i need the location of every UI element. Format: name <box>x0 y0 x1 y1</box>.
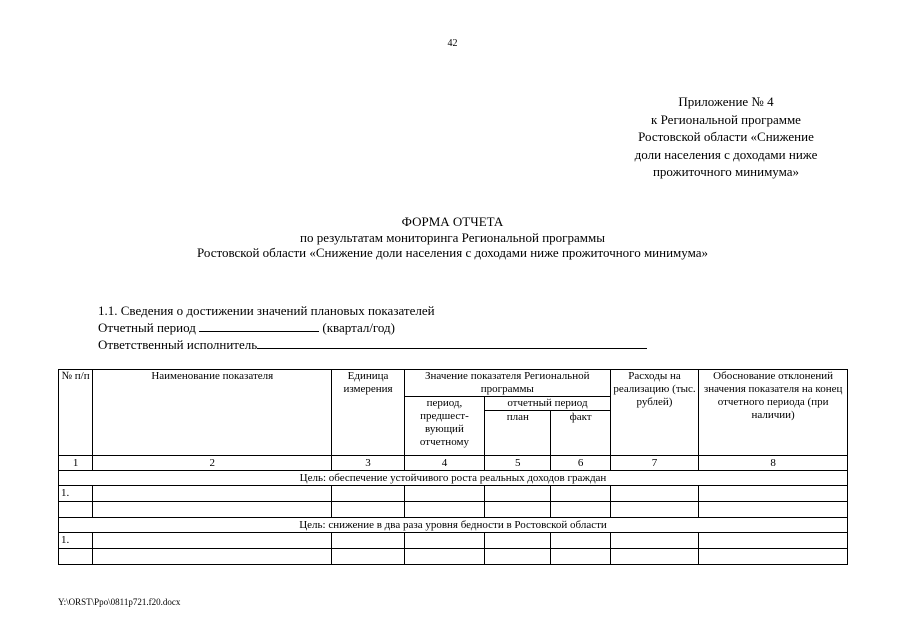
column-number-cell: 7 <box>610 456 698 471</box>
table-cell[interactable] <box>332 486 404 502</box>
report-meta <box>98 302 798 353</box>
header-cell-number: № п/п <box>59 370 93 456</box>
table-cell[interactable] <box>93 533 332 549</box>
header-cell-fact: факт <box>551 411 610 456</box>
table-cell[interactable] <box>59 549 93 565</box>
table-cell[interactable] <box>485 486 551 502</box>
appendix-line: прожиточного минимума» <box>652 164 800 179</box>
executor-line <box>98 336 798 353</box>
row-number-cell: 1. <box>59 486 93 502</box>
executor-blank[interactable] <box>257 337 647 349</box>
table-cell[interactable] <box>551 502 610 518</box>
header-cell-plan: план <box>485 411 551 456</box>
period-line <box>98 319 798 336</box>
table-row <box>59 533 848 549</box>
table-cell[interactable] <box>93 502 332 518</box>
goal-cell: Цель: снижение в два раза уровня бедности в Ростовской области <box>59 518 848 533</box>
table-row <box>59 549 848 565</box>
table-cell[interactable] <box>404 549 484 565</box>
table-cell[interactable] <box>551 486 610 502</box>
table-cell[interactable] <box>551 533 610 549</box>
column-number-row <box>59 456 848 471</box>
header-cell-justification: Обоснование отклонений значения показателя на конец отчетного периода (при наличии) <box>699 370 848 456</box>
indicators-table <box>58 369 848 565</box>
table-cell[interactable] <box>551 549 610 565</box>
header-cell-name: Наименование показателя <box>93 370 332 456</box>
table-cell[interactable] <box>404 486 484 502</box>
header-cell-unit: Единица измерения <box>332 370 404 456</box>
section-heading: 1.1. Сведения о достижении значений плановых показателей <box>98 303 435 318</box>
table-header-row <box>59 370 848 397</box>
appendix-line: Ростовской области «Снижение <box>638 129 814 144</box>
table-cell[interactable] <box>59 502 93 518</box>
column-number-cell: 6 <box>551 456 610 471</box>
form-title-main: ФОРМА ОТЧЕТА <box>401 214 504 229</box>
form-title <box>0 214 905 261</box>
period-blank[interactable] <box>199 320 319 332</box>
table-cell[interactable] <box>610 502 698 518</box>
table-cell[interactable] <box>485 502 551 518</box>
form-title-subtitle: Ростовской области «Снижение доли населения с доходами ниже прожиточного минимума» <box>196 245 709 260</box>
table-cell[interactable] <box>93 486 332 502</box>
table-cell[interactable] <box>485 549 551 565</box>
table-cell[interactable] <box>404 502 484 518</box>
period-label: Отчетный период <box>98 320 196 335</box>
appendix-line: доли населения с доходами ниже <box>634 146 818 162</box>
column-number-cell: 8 <box>699 456 848 471</box>
table-cell[interactable] <box>610 486 698 502</box>
column-number-cell: 5 <box>485 456 551 471</box>
table-cell[interactable] <box>404 533 484 549</box>
table-row <box>59 502 848 518</box>
table-cell[interactable] <box>93 549 332 565</box>
table-cell[interactable] <box>699 549 848 565</box>
table-cell[interactable] <box>332 533 404 549</box>
table-cell[interactable] <box>699 533 848 549</box>
header-cell-expenses: Расходы на реализацию (тыс. рублей) <box>610 370 698 456</box>
header-cell-previous-period: период, предшест-вующий отчетному <box>404 397 484 456</box>
table-cell[interactable] <box>610 549 698 565</box>
table-cell[interactable] <box>699 486 848 502</box>
appendix-line: Приложение № 4 <box>678 94 774 109</box>
table-row <box>59 486 848 502</box>
table-cell[interactable] <box>332 549 404 565</box>
header-cell-report-period: отчетный период <box>485 397 611 411</box>
table-cell[interactable] <box>332 502 404 518</box>
column-number-cell: 3 <box>332 456 404 471</box>
form-title-subtitle: по результатам мониторинга Региональной программы <box>300 229 605 245</box>
table-cell[interactable] <box>610 533 698 549</box>
footer-file-path: Y:\ORST\Ppo\0811p721.f20.docx <box>58 597 181 607</box>
appendix-line: к Региональной программе <box>651 111 801 127</box>
period-suffix: (квартал/год) <box>322 320 396 335</box>
executor-label: Ответственный исполнитель <box>98 337 258 352</box>
row-number-cell: 1. <box>59 533 93 549</box>
column-number-cell: 2 <box>93 456 332 471</box>
column-number-cell: 4 <box>404 456 484 471</box>
goal-row <box>59 518 848 533</box>
goal-cell: Цель: обеспечение устойчивого роста реальных доходов граждан <box>59 471 848 486</box>
column-number-cell: 1 <box>59 456 93 471</box>
goal-row <box>59 471 848 486</box>
header-cell-value: Значение показателя Региональной программы <box>404 370 610 397</box>
table-cell[interactable] <box>485 533 551 549</box>
appendix-block <box>606 93 846 181</box>
page-number: 42 <box>447 38 458 49</box>
table-cell[interactable] <box>699 502 848 518</box>
